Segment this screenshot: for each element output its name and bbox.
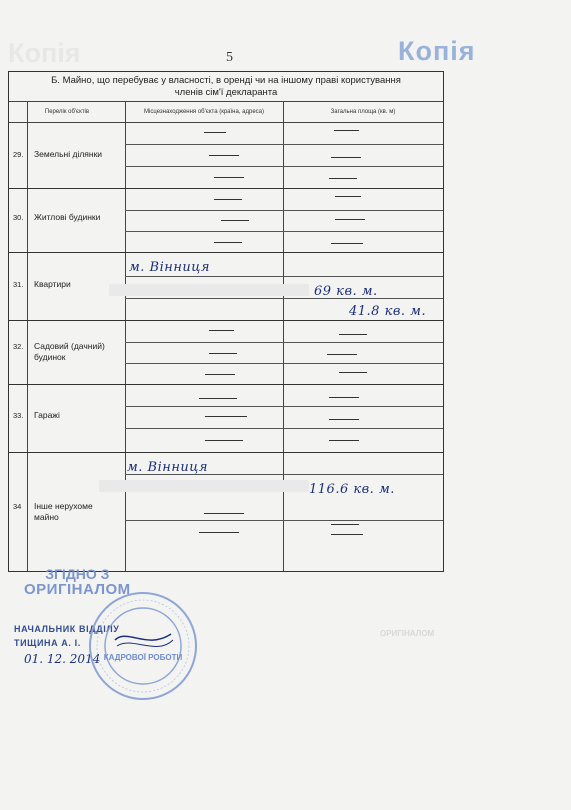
- row-divider: [9, 252, 443, 253]
- column-divider: [125, 102, 126, 571]
- handwritten-apartment-area-2: 41.8 кв. м.: [349, 304, 427, 319]
- official-seal-icon: [87, 590, 199, 702]
- kopia-stamp: Копія: [398, 36, 476, 66]
- empty-mark: [329, 178, 357, 179]
- empty-mark: [209, 155, 239, 156]
- handwritten-other-location: м. Вінниця: [127, 460, 208, 475]
- section-title: [9, 72, 443, 102]
- empty-mark: [204, 132, 226, 133]
- sub-row-divider: [125, 276, 443, 277]
- ghost-text: ОРИГІНАЛОМ: [380, 629, 435, 638]
- empty-mark: [214, 177, 244, 178]
- sub-row-divider: [125, 210, 443, 211]
- empty-mark: [339, 372, 367, 373]
- row-divider: [9, 384, 443, 385]
- sub-row-divider: [125, 428, 443, 429]
- empty-mark: [331, 534, 363, 535]
- sub-row-divider: [125, 166, 443, 167]
- column-header-location: Місцезнаходження об'єкта (країна, адреса): [125, 102, 283, 123]
- empty-mark: [329, 397, 359, 398]
- empty-mark: [339, 334, 367, 335]
- empty-mark: [331, 243, 363, 244]
- empty-mark: [214, 242, 242, 243]
- row-label-garages: Гаражі: [34, 410, 60, 420]
- empty-mark: [329, 419, 359, 420]
- row-number: 32.: [13, 342, 24, 351]
- empty-mark: [335, 196, 361, 197]
- row-label-land: Земельні ділянки: [34, 149, 103, 159]
- empty-mark: [334, 130, 359, 131]
- row-divider: [9, 452, 443, 453]
- certified-stamp-line2: ОРИГІНАЛОМ: [24, 581, 131, 598]
- empty-mark: [204, 513, 244, 514]
- empty-mark: [199, 532, 239, 533]
- sub-row-divider: [125, 342, 443, 343]
- empty-mark: [335, 219, 365, 220]
- empty-mark: [205, 416, 247, 417]
- ghost-kopia-stamp: Копія: [8, 38, 81, 68]
- empty-mark: [221, 220, 249, 221]
- redacted-area: [99, 480, 309, 492]
- empty-mark: [327, 354, 357, 355]
- sub-row-divider: [125, 363, 443, 364]
- section-title-line1: Б. Майно, що перебуває у власності, в оренді чи на іншому праві користування: [51, 75, 401, 86]
- empty-mark: [199, 398, 237, 399]
- empty-mark: [209, 353, 237, 354]
- row-number: 34: [13, 502, 22, 511]
- sub-row-divider: [125, 231, 443, 232]
- sub-row-divider: [125, 298, 443, 299]
- column-header-area: Загальна площа (кв. м): [283, 102, 443, 123]
- row-number: 30.: [13, 213, 24, 222]
- sub-row-divider: [125, 144, 443, 145]
- empty-mark: [329, 440, 359, 441]
- row-number: 31.: [13, 280, 24, 289]
- certification-date: 01. 12. 2014: [24, 652, 101, 666]
- seal-text: КАДРОВОЇ РОБОТИ: [103, 653, 183, 662]
- sub-row-divider: [125, 520, 443, 521]
- row-label-other-property: Інше нерухоме майно: [34, 501, 93, 522]
- row-divider: [9, 188, 443, 189]
- redacted-area: [109, 284, 309, 296]
- row-label-houses: Житлові будинки: [34, 212, 101, 222]
- row-divider: [9, 320, 443, 321]
- empty-mark: [214, 199, 242, 200]
- empty-mark: [331, 524, 359, 525]
- certifier-position: НАЧАЛЬНИК ВІДДІЛУ: [14, 624, 120, 634]
- sub-row-divider: [125, 406, 443, 407]
- empty-mark: [205, 374, 235, 375]
- column-divider: [283, 102, 284, 571]
- row-label-apartments: Квартири: [34, 279, 71, 289]
- handwritten-other-area: 116.6 кв. м.: [309, 482, 395, 497]
- column-divider: [27, 102, 28, 571]
- empty-mark: [209, 330, 234, 331]
- certified-stamp-line1: ЗГІДНО З: [45, 566, 110, 582]
- handwritten-apartment-location: м. Вінниця: [129, 260, 210, 275]
- certifier-name: ТИЩИНА А. І.: [14, 638, 81, 648]
- row-label-country-house: Садовий (дачний) будинок: [34, 341, 105, 362]
- row-number: 29.: [13, 150, 24, 159]
- empty-mark: [331, 157, 361, 158]
- page-number: 5: [226, 50, 233, 65]
- empty-mark: [205, 440, 243, 441]
- row-number: 33.: [13, 411, 24, 420]
- section-title-line2: членів сім'ї декларанта: [174, 87, 278, 98]
- handwritten-apartment-area-1: 69 кв. м.: [314, 284, 378, 299]
- column-header-objects: Перелік об'єктів: [9, 102, 125, 123]
- property-table: [8, 71, 444, 572]
